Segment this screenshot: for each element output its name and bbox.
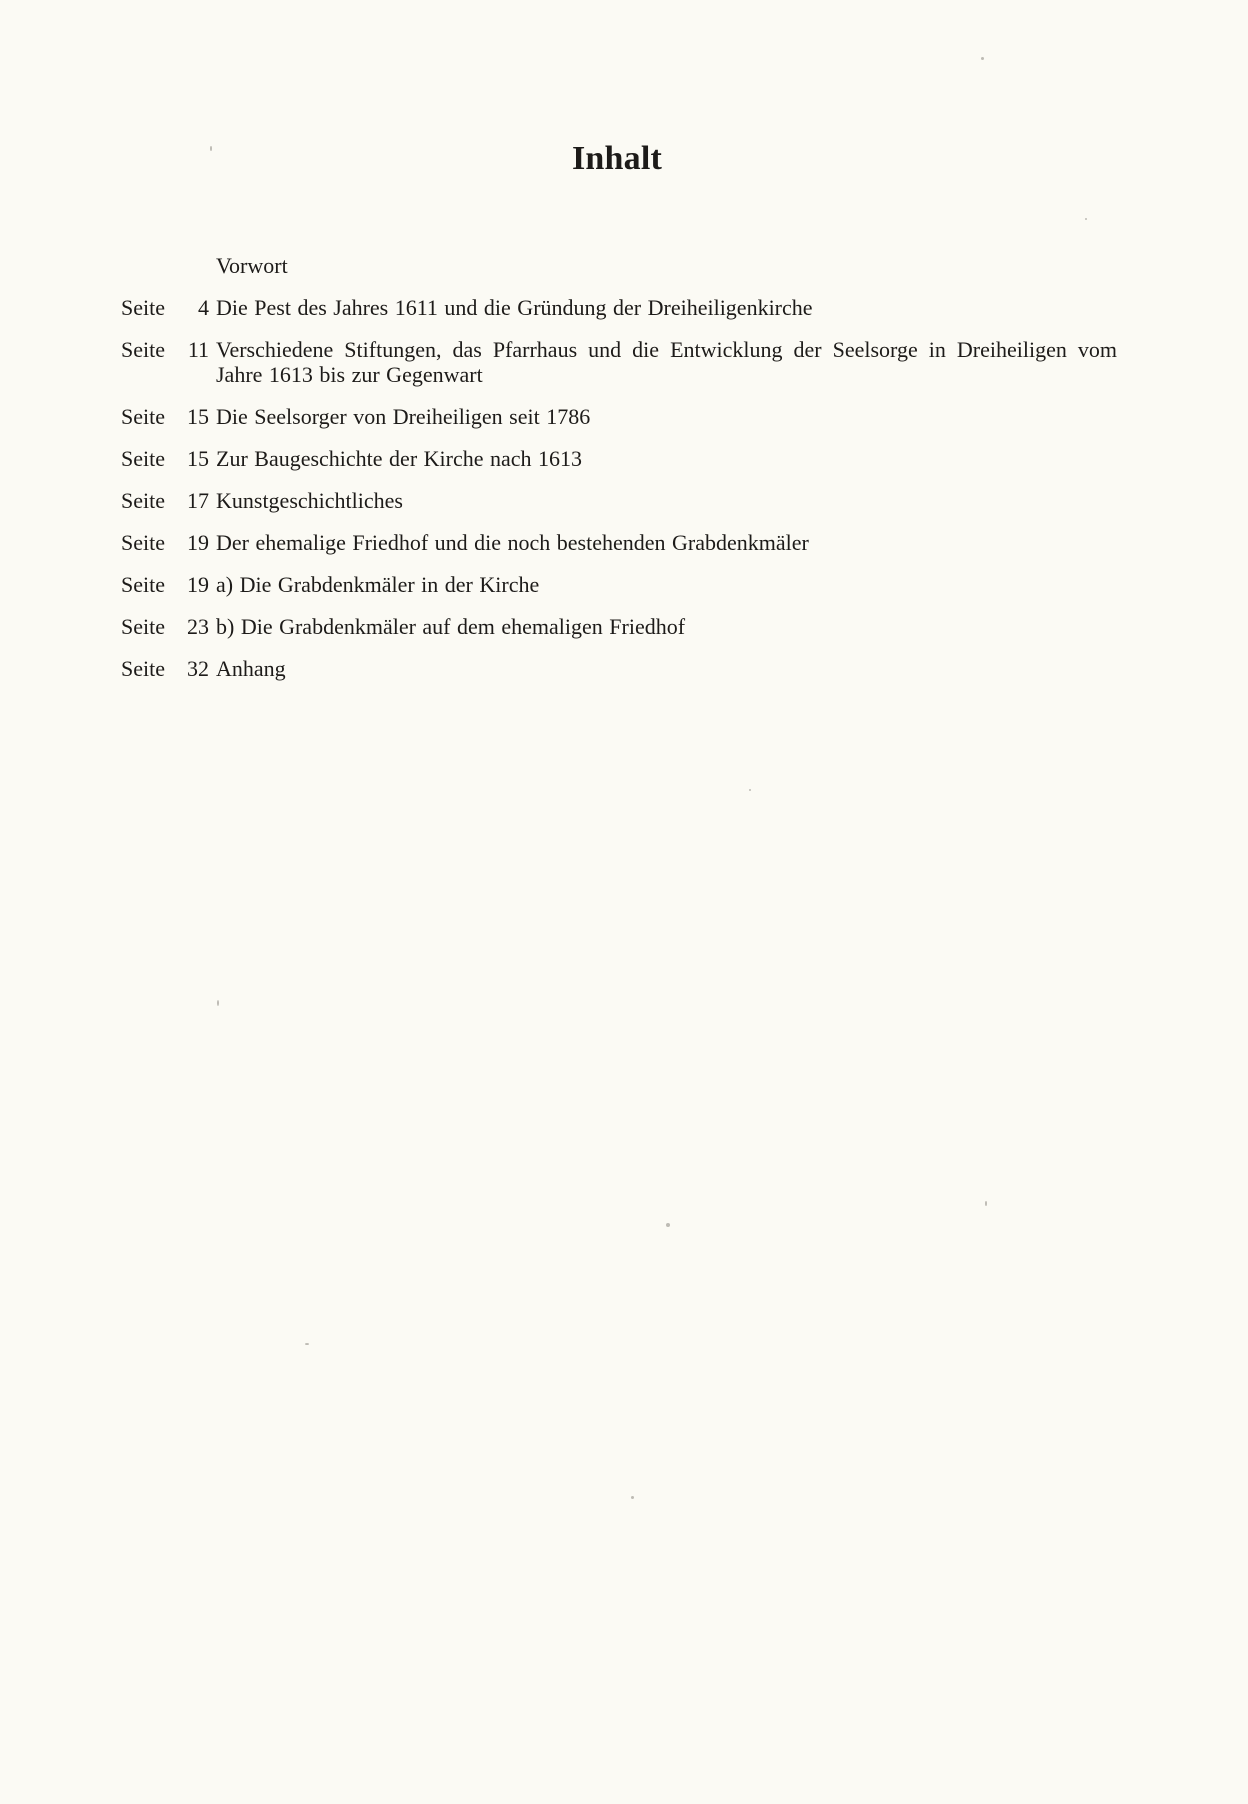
page-number: 11 [187,337,209,362]
seite-label: Seite [121,656,165,681]
paper-speck [1085,218,1087,220]
page-number: 32 [187,656,209,681]
seite-label: Seite [121,488,165,513]
seite-label: Seite [121,404,165,429]
toc-entry [121,337,1117,387]
entry-title: b) Die Grabdenkmäler auf dem ehemaligen Friedhof [216,614,686,639]
entry-title: a) Die Grabdenkmäler in der Kirche [216,572,540,597]
toc-entry [121,572,1117,597]
entry-title: Die Seelsorger von Dreiheiligen seit 1786 [216,404,591,429]
toc-entry [121,295,1117,320]
paper-speck [749,789,751,791]
seite-label: Seite [121,572,165,597]
page-number: 17 [187,488,209,513]
paper-speck [666,1223,670,1227]
paper-speck [981,57,984,60]
entry-title: Kunstgeschichtliches [216,488,403,513]
seite-label: Seite [121,337,165,362]
paper-speck [217,1000,219,1006]
toc-entry [121,446,1117,471]
paper-speck [305,1343,309,1345]
page-number: 15 [187,446,209,471]
entry-title: Der ehemalige Friedhof und die noch bestehenden Grabdenkmäler [216,530,809,555]
seite-label: Seite [121,295,165,320]
table-of-contents [121,253,1117,698]
page-title: Inhalt [571,140,663,177]
entry-title: Verschiedene Stiftungen, das Pfarrhaus und die Entwicklung der Seelsorge in Dreiheiligen vom Jahre 1613 bis zur Gegenwart [216,337,1117,387]
entry-title: Anhang [216,656,286,681]
toc-entry [121,614,1117,639]
page-number: 15 [187,404,209,429]
seite-label: Seite [121,446,165,471]
page-number: 4 [198,295,209,320]
entry-title: Zur Baugeschichte der Kirche nach 1613 [216,446,583,471]
toc-entry [121,488,1117,513]
page-number: 19 [187,530,209,555]
paper-speck [210,146,212,151]
toc-entry-vorwort [121,253,1117,278]
paper-speck [631,1496,634,1499]
paper-speck [985,1201,987,1206]
seite-label: Seite [121,614,165,639]
toc-entry [121,530,1117,555]
toc-entry [121,656,1117,681]
entry-title: Die Pest des Jahres 1611 und die Gründung der Dreiheiligenkirche [216,295,813,320]
toc-entry [121,404,1117,429]
entry-title: Vorwort [216,253,288,278]
page-number: 23 [187,614,209,639]
seite-label: Seite [121,530,165,555]
page-number: 19 [187,572,209,597]
